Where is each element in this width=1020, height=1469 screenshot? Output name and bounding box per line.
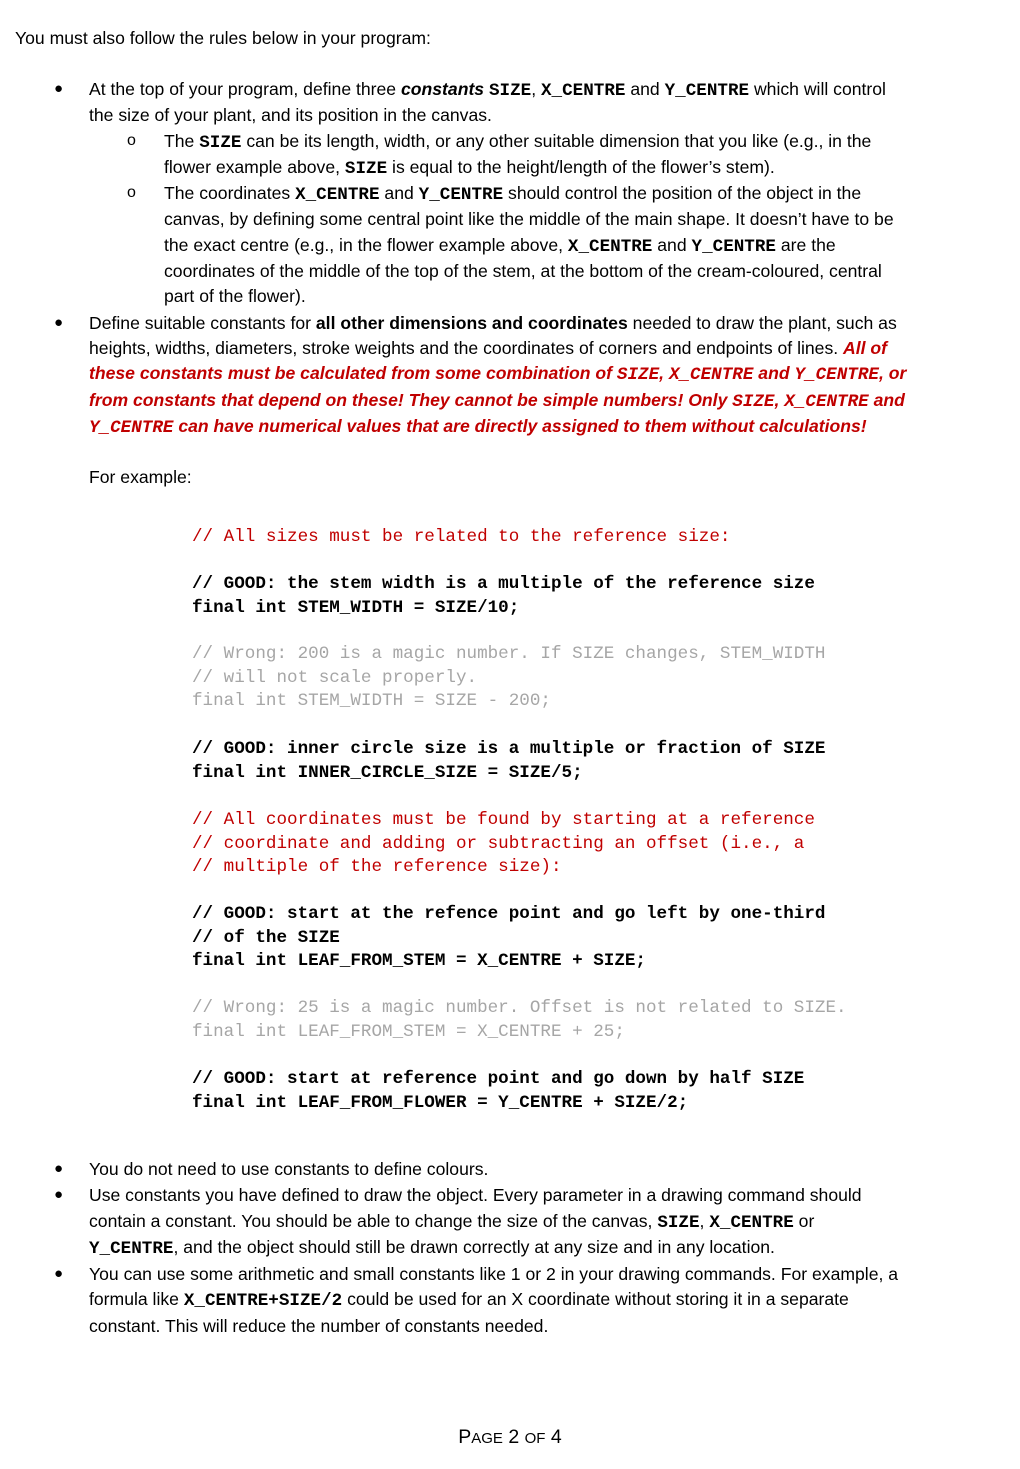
bullet-5-line-1: You can use some arithmetic and small constants like 1 or 2 in your drawing commands. For example, a (89, 1264, 899, 1284)
code-good-inner-circle: // GOOD: inner circle size is a multiple or fraction of SIZE final int INNER_CIRCLE_SIZE = SIZE/5; (192, 739, 826, 783)
sub-bullet-2-line-1: The coordinates X_CENTRE and Y_CENTRE should control the position of the object in the (164, 183, 862, 205)
code-good-leaf-from-stem: // GOOD: start at the refence point and go left by one-third // of the SIZE final int LEAF_FROM_STEM = X_CENTRE + SIZE; (192, 904, 826, 972)
bullet-2-line-1: Define suitable constants for all other dimensions and coordinates needed to draw the plant, such as (89, 313, 897, 333)
code-wrong-stem-width: // Wrong: 200 is a magic number. If SIZE changes, STEM_WIDTH // will not scale properly. final int STEM_WIDTH = SIZE - 200; (192, 644, 826, 712)
code-good-stem-width: // GOOD: the stem width is a multiple of the reference size final int STEM_WIDTH = SIZE/10; (192, 574, 815, 618)
sub-bullet-icon: o (127, 132, 136, 149)
bullet-icon: ● (54, 1186, 64, 1203)
bullet-5-line-2: formula like X_CENTRE+SIZE/2 could be used for an X coordinate without storing it in a separate (89, 1289, 849, 1311)
page-footer: PAGE 2 OF 4 (458, 1426, 562, 1448)
bullet-4-line-1: Use constants you have defined to draw the object. Every parameter in a drawing command should (89, 1185, 862, 1205)
example-label: For example: (89, 467, 192, 487)
code-wrong-leaf-from-stem: // Wrong: 25 is a magic number. Offset is not related to SIZE. final int LEAF_FROM_STEM = X_CENTRE + 25; (192, 998, 847, 1042)
sub-bullet-1-line-1: The SIZE can be its length, width, or any other suitable dimension that you like (e.g., in the (164, 131, 872, 153)
bullet-3-line-1: You do not need to use constants to define colours. (89, 1159, 489, 1179)
bullet-2-line-2: heights, widths, diameters, stroke weights and the coordinates of corners and endpoints of lines. All of (89, 338, 888, 358)
sub-bullet-icon: o (127, 184, 136, 201)
bullet-icon: ● (54, 1265, 64, 1282)
bullet-icon: ● (54, 80, 64, 97)
intro-text: You must also follow the rules below in your program: (15, 28, 431, 48)
code-comment-sizes: // All sizes must be related to the reference size: (192, 527, 731, 547)
bullet-2-line-3: these constants must be calculated from some combination of SIZE, X_CENTRE and Y_CENTRE, or (89, 363, 907, 385)
bullet-icon: ● (54, 314, 64, 331)
bullet-2-line-5: Y_CENTRE can have numerical values that are directly assigned to them without calculations! (89, 416, 867, 438)
bullet-icon: ● (54, 1160, 64, 1177)
bullet-4-line-2: contain a constant. You should be able to change the size of the canvas, SIZE, X_CENTRE or (89, 1211, 815, 1233)
code-comment-coordinates: // All coordinates must be found by starting at a reference // coordinate and adding or subtracting an offset (i.e., a // multiple of the reference size): (192, 810, 815, 878)
bullet-5-line-3: constant. This will reduce the number of constants needed. (89, 1316, 549, 1336)
bullet-1-line-1: At the top of your program, define three constants SIZE, X_CENTRE and Y_CENTRE which will control (89, 79, 886, 101)
sub-bullet-2-line-3: the exact centre (e.g., in the flower example above, X_CENTRE and Y_CENTRE are the (164, 235, 836, 257)
sub-bullet-2-line-5: part of the flower). (164, 286, 306, 306)
sub-bullet-2-line-4: coordinates of the middle of the top of the stem, at the bottom of the cream-coloured, central (164, 261, 882, 281)
bullet-2-line-4: from constants that depend on these! They cannot be simple numbers! Only SIZE, X_CENTRE and (89, 390, 905, 412)
bullet-4-line-3: Y_CENTRE, and the object should still be drawn correctly at any size and in any location. (89, 1237, 775, 1259)
sub-bullet-2-line-2: canvas, by defining some central point like the middle of the main shape. It doesn’t have to be (164, 209, 894, 229)
code-good-leaf-from-flower: // GOOD: start at reference point and go down by half SIZE final int LEAF_FROM_FLOWER = Y_CENTRE + SIZE/2; (192, 1069, 805, 1113)
bullet-1-line-2: the size of your plant, and its position in the canvas. (89, 105, 492, 125)
sub-bullet-1-line-2: flower example above, SIZE is equal to the height/length of the flower’s stem). (164, 157, 775, 179)
